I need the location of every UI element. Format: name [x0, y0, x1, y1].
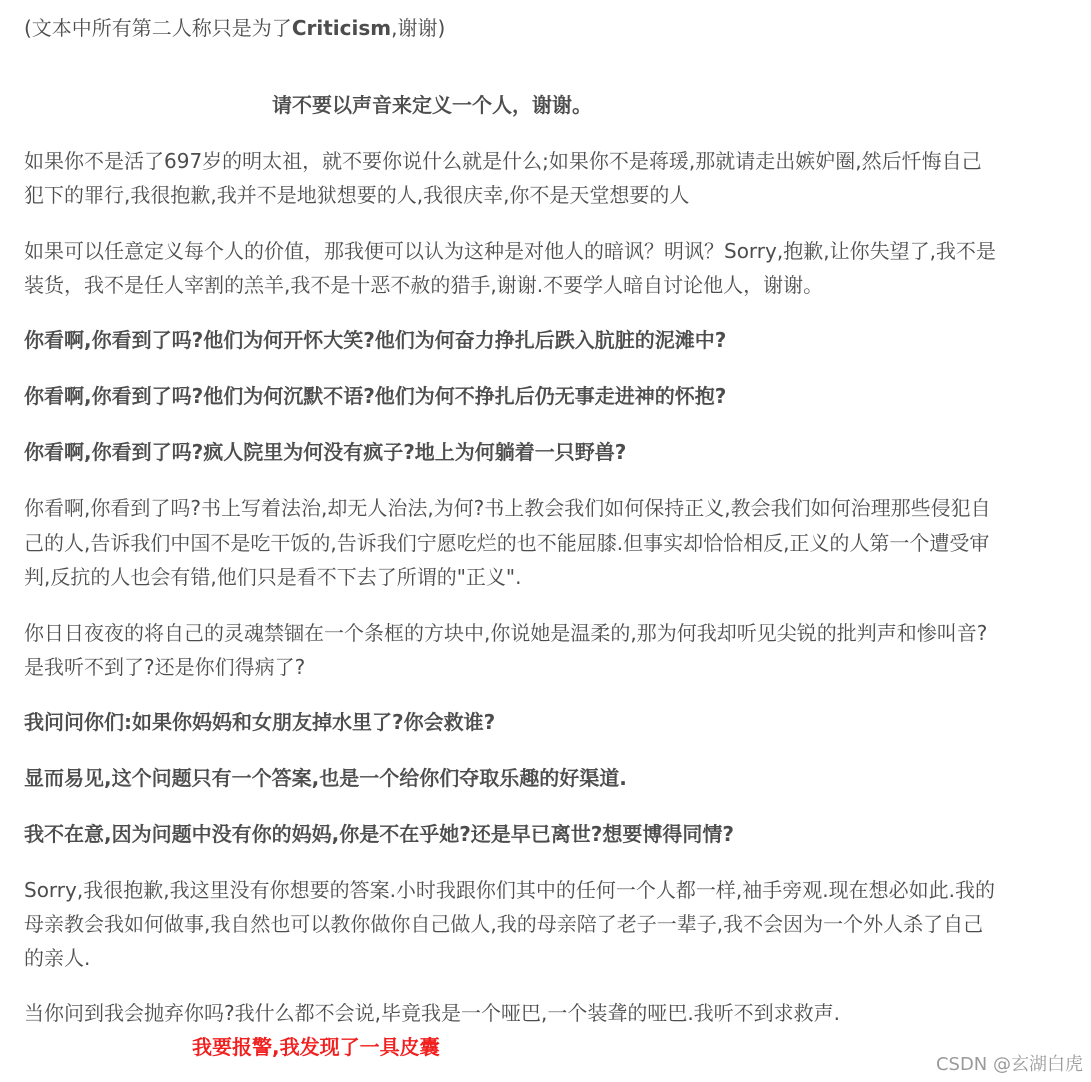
paragraph-6-line-2: 己的人,告诉我们中国不是吃干饭的,告诉我们宁愿吃烂的也不能屈膝.但事实却恰恰相反,正义的人第一个遭受审	[24, 531, 990, 555]
paragraph-9: 显而易见,这个问题只有一个答案,也是一个给你们夺取乐趣的好渠道.	[24, 766, 627, 790]
red-highlight-line: 我要报警,我发现了一具皮囊	[192, 1035, 440, 1059]
paragraph-5: 你看啊,你看到了吗?疯人院里为何没有疯子?地上为何躺着一只野兽?	[24, 440, 627, 464]
paragraph-2-line-1: 如果可以任意定义每个人的价值，那我便可以认为这种是对他人的暗讽？明讽？Sorry,抱歉,让你失望了,我不是	[24, 239, 996, 263]
paragraph-6-line-1: 你看啊,你看到了吗?书上写着法治,却无人治法,为何?书上教会我们如何保持正义,教会我们如何治理那些侵犯自	[24, 496, 991, 520]
paragraph-8: 我问问你们:如果你妈妈和女朋友掉水里了?你会救谁?	[24, 710, 496, 734]
paragraph-7-line-2: 是我听不到了?还是你们得病了?	[24, 655, 306, 679]
paragraph-2-line-2: 装货，我不是任人宰割的羔羊,我不是十恶不赦的猎手,谢谢.不要学人暗自讨论他人，谢谢。	[24, 273, 824, 297]
paragraph-11-line-2: 母亲教会我如何做事,我自然也可以教你做你自己做人,我的母亲陪了老子一辈子,我不会因为一个外人杀了自己	[24, 912, 984, 936]
paragraph-1-line-2: 犯下的罪行,我很抱歉,我并不是地狱想要的人,我很庆幸,你不是天堂想要的人	[24, 183, 690, 207]
note-suffix: ,谢谢)	[391, 16, 446, 40]
note-bold-word: Criticism	[291, 16, 392, 40]
note-line	[24, 11, 445, 45]
paragraph-10: 我不在意,因为问题中没有你的妈妈,你是不在乎她?还是早已离世?想要博得同情?	[24, 822, 734, 846]
paragraph-3: 你看啊,你看到了吗?他们为何开怀大笑?他们为何奋力挣扎后跌入肮脏的泥滩中?	[24, 328, 727, 352]
paragraph-11-line-1: Sorry,我很抱歉,我这里没有你想要的答案.小时我跟你们其中的任何一个人都一样,袖手旁观.现在想必如此.我的	[24, 878, 996, 902]
paragraph-12: 当你问到我会抛弃你吗?我什么都不会说,毕竟我是一个哑巴,一个装聋的哑巴.我听不到求救声.	[24, 1001, 841, 1025]
paragraph-4: 你看啊,你看到了吗?他们为何沉默不语?他们为何不挣扎后仍无事走进神的怀抱?	[24, 384, 727, 408]
paragraph-7-line-1: 你日日夜夜的将自己的灵魂禁锢在一个条框的方块中,你说她是温柔的,那为何我却听见尖锐的批判声和惨叫音?	[24, 621, 988, 645]
paragraph-11-line-3: 的亲人.	[24, 946, 91, 970]
paragraph-6-line-3: 判,反抗的人也会有错,他们只是看不下去了所谓的"正义".	[24, 565, 522, 589]
page-title: 请不要以声音来定义一个人，谢谢。	[272, 93, 592, 117]
note-prefix: (文本中所有第二人称只是为了	[24, 16, 292, 40]
watermark: CSDN @玄湖白虎	[936, 1050, 1083, 1076]
paragraph-1-line-1: 如果你不是活了697岁的明太祖，就不要你说什么就是什么;如果你不是蒋瑗,那就请走出嫉妒圈,然后忏悔自己	[24, 149, 982, 173]
